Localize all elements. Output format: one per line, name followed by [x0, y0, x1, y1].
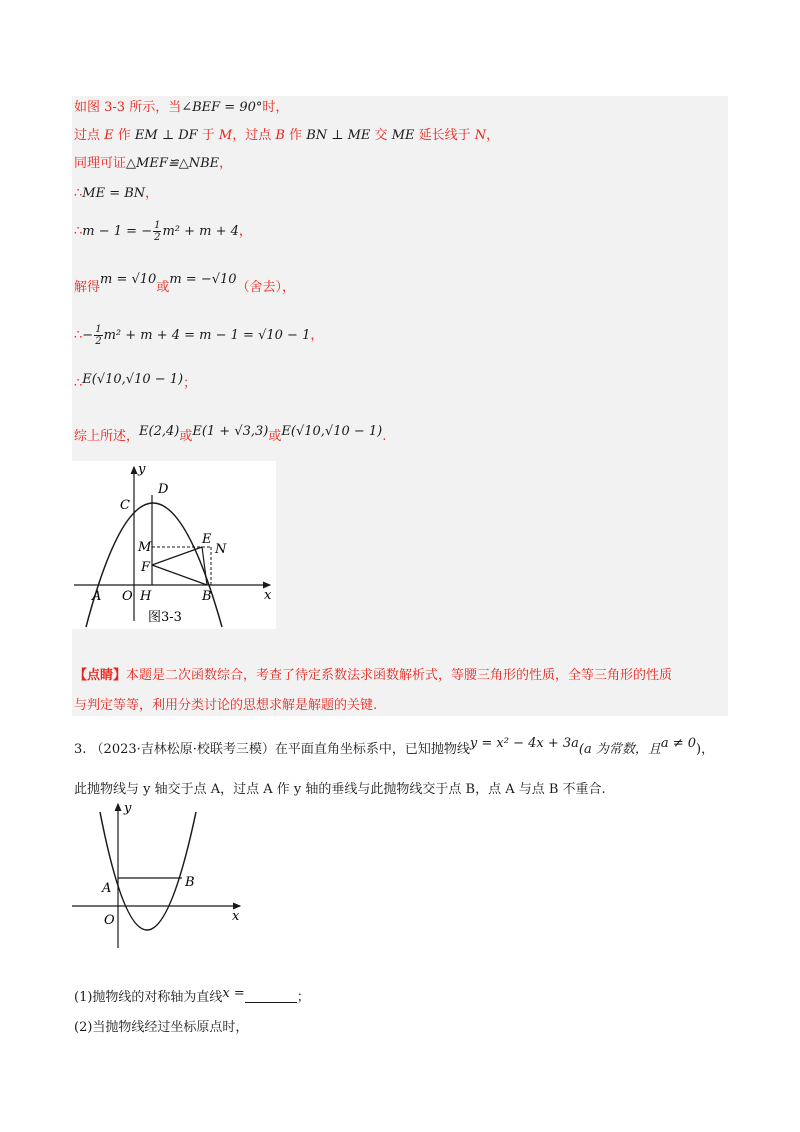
- text: 或: [156, 280, 170, 295]
- comment-text: 本题是二次函数综合，考查了待定系数法求函数解析式，等腰三角形的性质，全等三角形的性质: [126, 668, 673, 683]
- math-solution-2: m = −√10: [169, 272, 237, 287]
- text: ，: [238, 224, 252, 239]
- math-perp: BN ⊥ ME: [306, 128, 371, 143]
- therefore-symbol: ∴: [74, 224, 83, 239]
- label-x: x: [232, 909, 240, 924]
- condition-text: (a 为常数，且: [578, 742, 661, 757]
- condition-math: a ≠ 0: [660, 736, 697, 751]
- solution-line-2: [74, 128, 499, 144]
- comment-line-1: [74, 664, 672, 683]
- text: 时，: [262, 100, 289, 115]
- question-source: （2023·吉林松原·校联考三模）在平面直角坐标系中，已知抛物线: [90, 742, 470, 757]
- text: 作: [113, 128, 135, 143]
- math-solution-1: m = √10: [100, 272, 157, 287]
- text: 过点: [74, 128, 105, 143]
- label-f: F: [141, 560, 151, 575]
- text: 交: [370, 128, 392, 143]
- text: ，过点: [232, 128, 276, 143]
- parabola-equation: y = x² − 4x + 3a: [469, 736, 579, 751]
- point-m: M: [218, 128, 233, 143]
- label-m: M: [138, 540, 152, 555]
- label-y: y: [124, 801, 132, 816]
- math-point-e: E(√10,√10 − 1): [82, 372, 184, 387]
- text: 或: [268, 429, 282, 444]
- condition-end: )，: [696, 742, 715, 757]
- comment-tag: 【点睛】: [74, 668, 127, 683]
- therefore-symbol: ∴: [74, 376, 83, 391]
- label-e: E: [202, 532, 212, 547]
- text: ，: [310, 328, 324, 343]
- text: 延长线于: [414, 128, 475, 143]
- part-1-math: x =: [222, 986, 245, 1001]
- comment-text: 与判定等等，利用分类讨论的思想求解是解题的关键.: [74, 698, 378, 713]
- segment-fb: [152, 565, 207, 585]
- label-a: A: [92, 589, 102, 604]
- math-equation-right: m² + m + 4: [162, 224, 239, 239]
- solution-line-7: [74, 324, 323, 347]
- label-d: D: [158, 482, 169, 497]
- math-point-e-1: E(2,4): [139, 424, 180, 439]
- math-angle: ∠BEF = 90°: [181, 100, 263, 115]
- solution-line-6: [74, 272, 295, 296]
- question-text: 此抛物线与 y 轴交于点 A，过点 A 作 y 轴的垂线与此抛物线交于点 B，点 A 与点 B 不重合.: [74, 782, 606, 797]
- fraction-numerator: 1: [95, 324, 102, 335]
- text: 作: [284, 128, 307, 143]
- therefore-symbol: ∴: [74, 328, 83, 343]
- label-y: y: [138, 462, 146, 477]
- comment-line-2: [74, 694, 377, 713]
- part-1: [74, 986, 310, 1005]
- question-number: 3.: [74, 742, 87, 757]
- math-perp: EM ⊥ DF: [134, 128, 198, 143]
- fraction-half: [153, 220, 161, 243]
- math-segment: ME: [391, 128, 415, 143]
- answer-blank[interactable]: [245, 990, 297, 1003]
- fraction-denominator: 2: [95, 336, 102, 347]
- text: （舍去），: [236, 280, 296, 295]
- parabola-curve: [86, 503, 222, 627]
- point-b: B: [275, 128, 285, 143]
- text: ；: [183, 376, 197, 391]
- figure-caption: 图3-3: [148, 610, 182, 625]
- text: 或: [179, 429, 193, 444]
- label-n: N: [215, 542, 227, 557]
- solution-line-1: [74, 100, 288, 116]
- part-2-text: (2)当抛物线经过坐标原点时，: [74, 1020, 249, 1035]
- text: 综上所述，: [74, 429, 140, 444]
- math-minus: −: [82, 328, 94, 343]
- part-1-end: ；: [296, 990, 310, 1005]
- math-equation-left: m − 1 = −: [82, 224, 153, 239]
- math-equation-right: m² + m + 4 = m − 1 = √10 − 1: [103, 328, 311, 343]
- solution-line-3: [74, 156, 232, 172]
- fraction-half: [94, 324, 102, 347]
- solution-line-4: [74, 186, 158, 202]
- math-equation: ME = BN: [82, 186, 146, 201]
- text: ，: [145, 186, 159, 201]
- fraction-numerator: 1: [154, 220, 161, 231]
- label-a: A: [102, 881, 112, 896]
- math-congruence: △MEF≌△NBE: [126, 156, 220, 171]
- point-n: N: [474, 128, 487, 143]
- text: 如图 3-3 所示，当: [74, 100, 182, 115]
- fraction-denominator: 2: [154, 232, 161, 243]
- text: 解得: [74, 280, 101, 295]
- label-x: x: [264, 588, 272, 603]
- point-e: E: [104, 128, 114, 143]
- label-b: B: [202, 589, 212, 604]
- part-1-text: (1)抛物线的对称轴为直线: [74, 990, 223, 1005]
- solution-line-5: [74, 220, 252, 243]
- figure-question-3: [72, 800, 252, 950]
- label-h: H: [140, 589, 152, 604]
- therefore-symbol: ∴: [74, 186, 83, 201]
- text: ，: [219, 156, 233, 171]
- text: 于: [197, 128, 219, 143]
- question-line-1: [74, 736, 714, 757]
- label-b: B: [185, 875, 195, 890]
- label-o: O: [104, 913, 115, 928]
- parabola-diagram-2: [72, 800, 252, 950]
- text: .: [382, 429, 387, 444]
- solution-line-9: [74, 424, 386, 445]
- figure-3-3: [72, 461, 276, 629]
- part-2: [74, 1016, 248, 1035]
- math-point-e-3: E(√10,√10 − 1): [281, 424, 383, 439]
- segment-fe: [152, 547, 202, 565]
- question-line-2: [74, 778, 606, 797]
- parabola-diagram: [72, 461, 276, 629]
- label-o: O: [122, 589, 133, 604]
- text: ，: [486, 128, 500, 143]
- label-c: C: [120, 498, 130, 513]
- solution-line-8: [74, 372, 196, 392]
- math-point-e-2: E(1 + √3,3): [192, 424, 269, 439]
- text: 同理可证: [74, 156, 127, 171]
